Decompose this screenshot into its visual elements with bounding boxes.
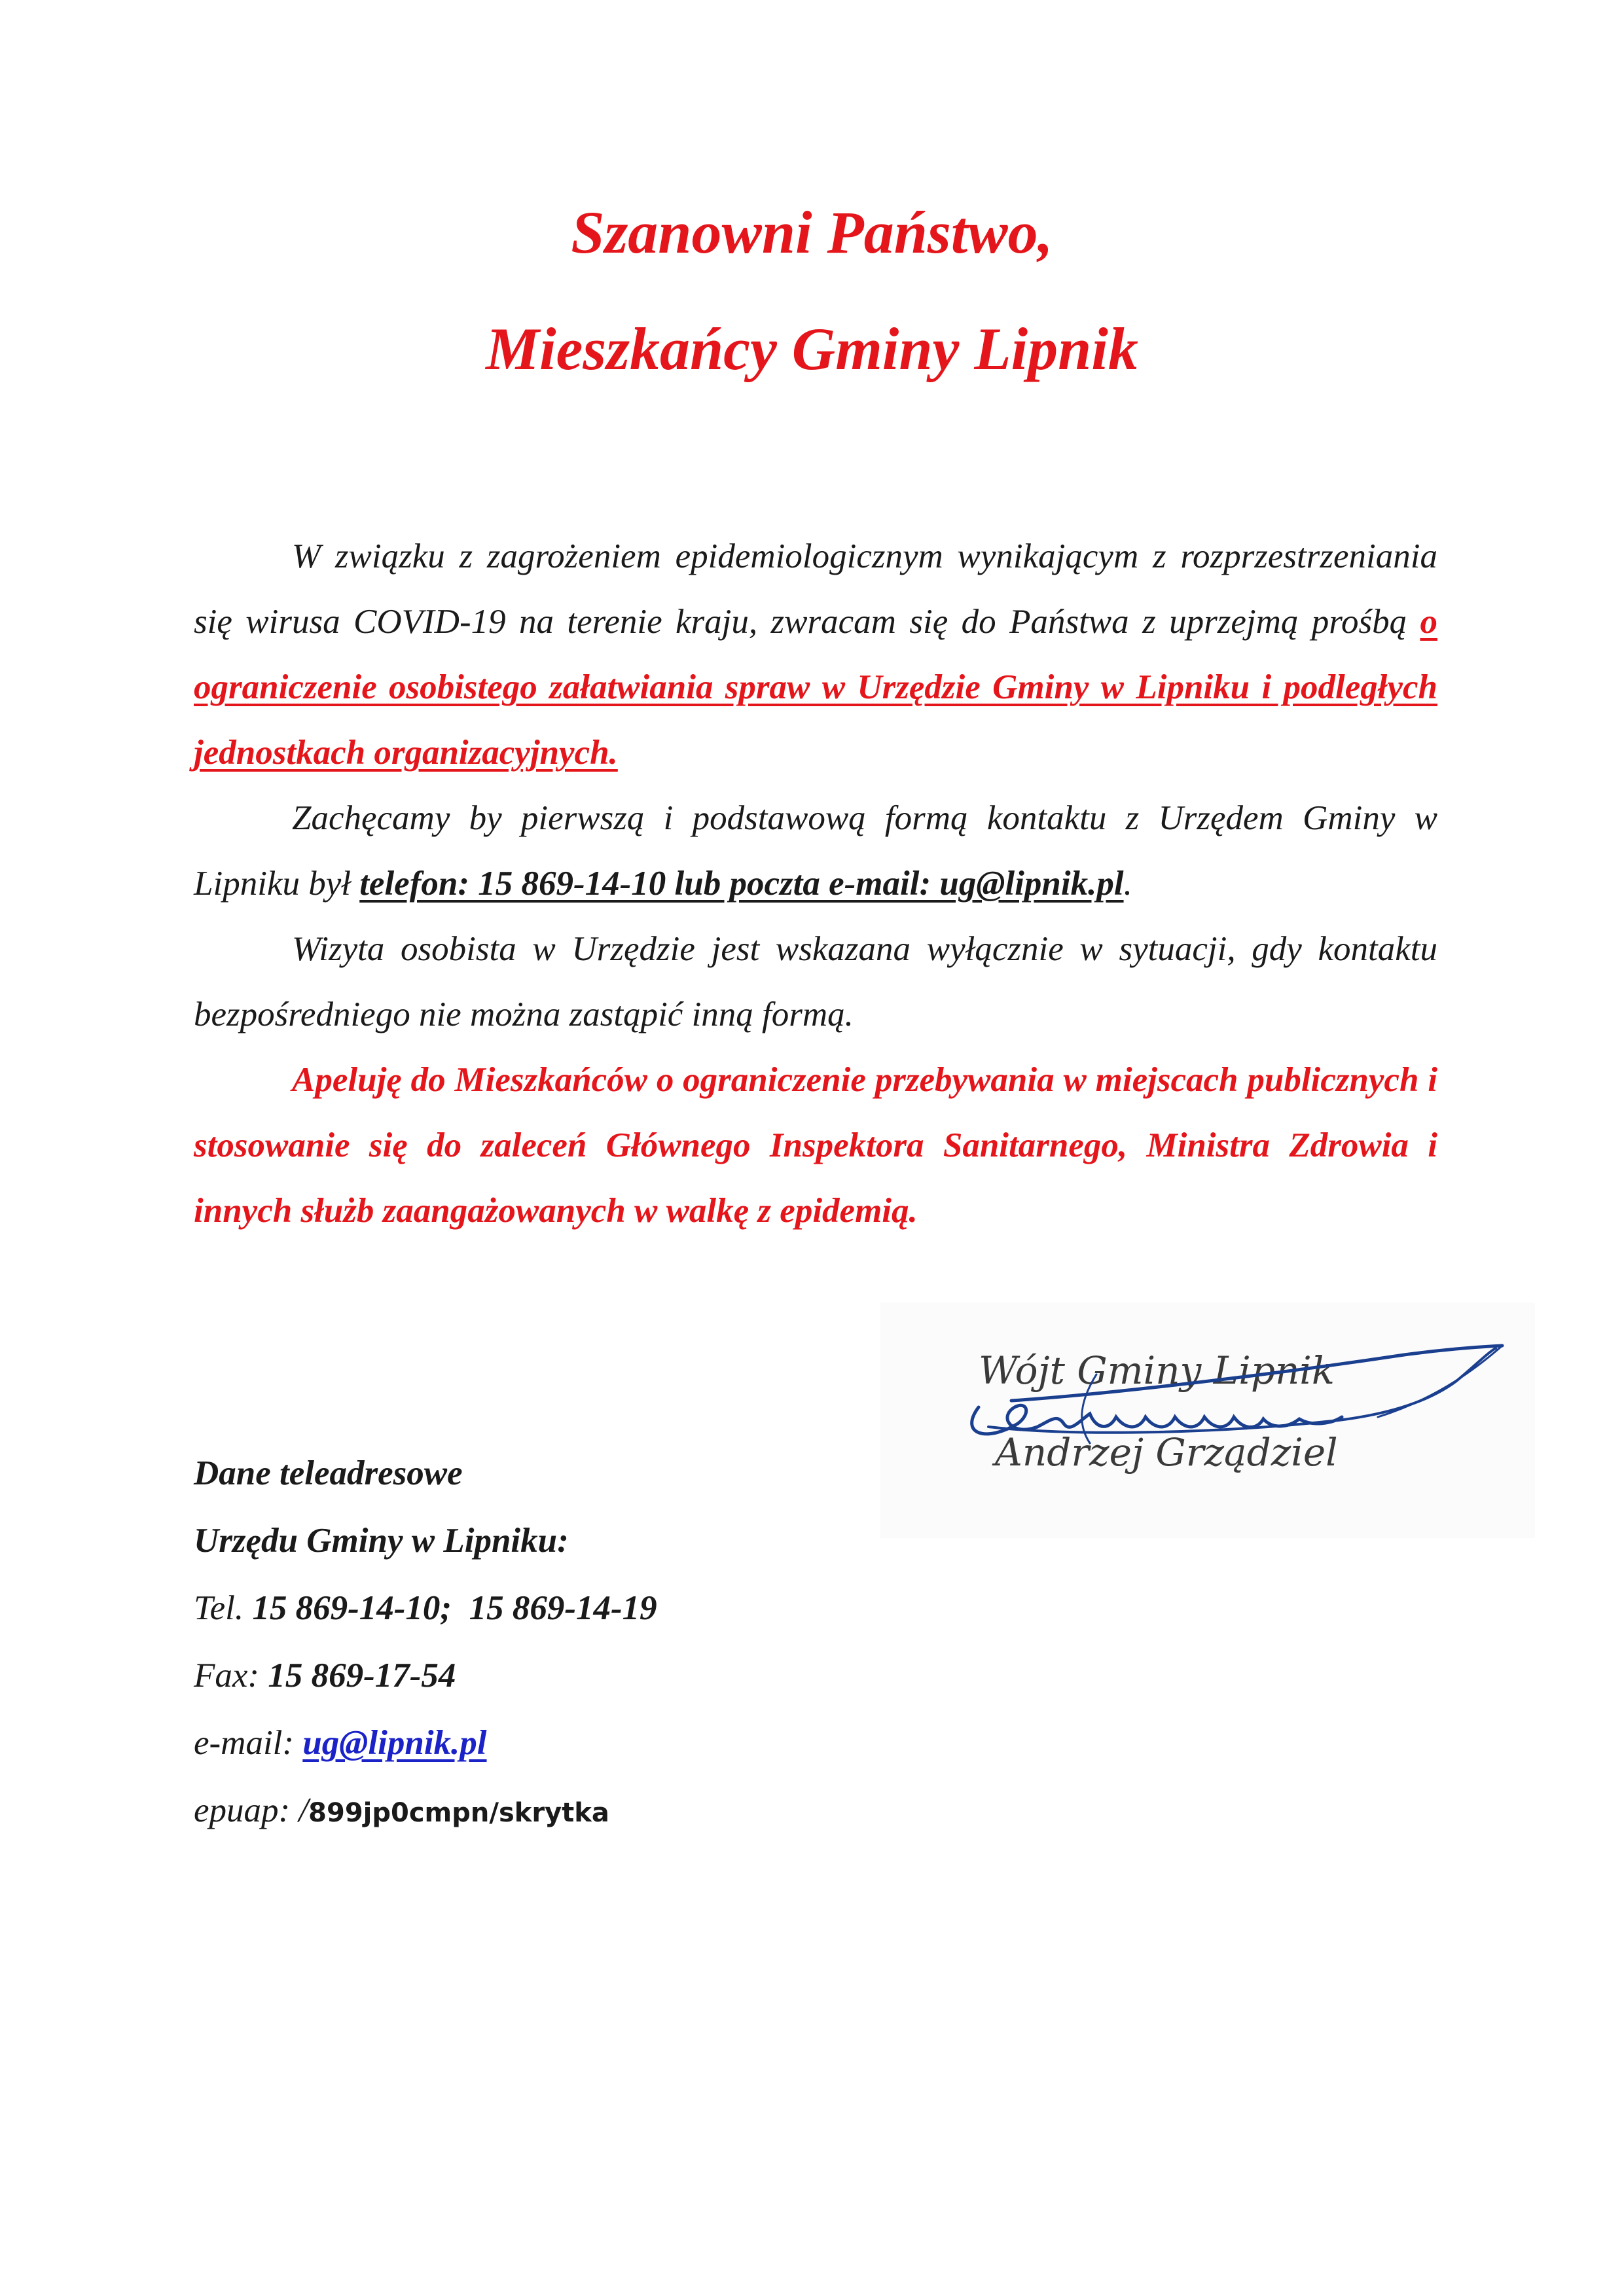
contact-fax-row [194, 1642, 914, 1710]
contact-details [194, 1440, 914, 1847]
paragraph-request-highlight: o ograniczenie osobistego załatwiania spraw w Urzędzie Gminy w Lipniku i podległych jednostkach organizacyjnych. [194, 603, 1437, 772]
paragraph-request [194, 524, 1437, 785]
signature-stamp [880, 1302, 1535, 1538]
signature-title: Wójt Gminy Lipnik [979, 1348, 1335, 1393]
fax-label: Fax: [194, 1657, 260, 1695]
fax-value: 15 869-17-54 [268, 1657, 456, 1695]
paragraph-contact-text: Zachęcamy by pierwszą i podstawową formą kontaktu z Urzędem Gminy w Lipniku był [194, 799, 1437, 903]
paragraph-visit: Wizyta osobista w Urzędzie jest wskazana wyłącznie w sytuacji, gdy kontaktu bezpośredniego nie można zastąpić inną formą. [194, 930, 1437, 1033]
handwritten-signature-icon [880, 1302, 1535, 1538]
paragraph-contact-highlight: telefon: 15 869-14-10 lub poczta e-mail: ug@lipnik.pl [359, 865, 1124, 903]
epuap-value: 899jp0cmpn/skrytka [308, 1798, 609, 1828]
letter-body [194, 524, 1437, 1244]
email-link[interactable]: ug@lipnik.pl [302, 1724, 487, 1762]
contact-email-row [194, 1710, 914, 1777]
paragraph-contact-methods [194, 785, 1437, 916]
paragraph-contact-end: . [1123, 865, 1132, 903]
phone-label: Tel. [194, 1589, 244, 1627]
greeting-heading: Szanowni Państwo, [571, 199, 1053, 266]
email-label: e-mail: [194, 1724, 295, 1762]
contact-epuap-row [194, 1777, 914, 1847]
epuap-label: epuap: / [194, 1791, 309, 1829]
contact-phone-row [194, 1575, 914, 1642]
addressee-heading: Mieszkańcy Gminy Lipnik [486, 315, 1138, 382]
contact-heading-1: Dane teleadresowe [194, 1454, 463, 1492]
paragraph-appeal: Apeluję do Mieszkańców o ograniczenie przebywania w miejscach publicznych i stosowanie się do zaleceń Głównego Inspektora Sanitarnego, Ministra Zdrowia i innych służb zaangażowanych w walkę z epidemią. [194, 1061, 1437, 1230]
contact-heading-2: Urzędu Gminy w Lipniku: [194, 1522, 569, 1560]
signature-name: Andrzej Grządziel [995, 1430, 1338, 1475]
paragraph-request-text: W związku z zagrożeniem epidemiologicznym wynikającym z rozprzestrzeniania się wirusa COVID-19 na terenie kraju, zwracam się do Państwa z uprzejmą prośbą [194, 537, 1437, 641]
phone-value: 15 869-14-10; 15 869-14-19 [252, 1589, 657, 1627]
